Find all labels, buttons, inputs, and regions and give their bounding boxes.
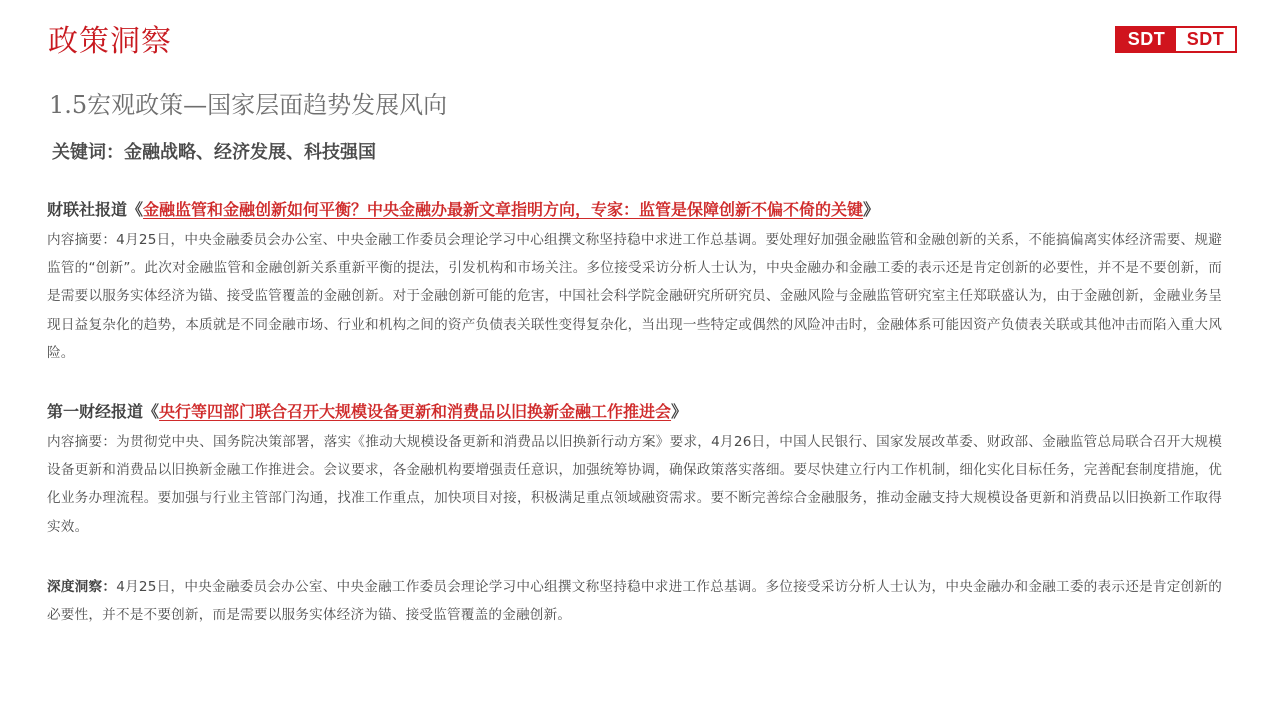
report-headline-link[interactable]: 央行等四部门联合召开大规模设备更新和消费品以旧换新金融工作推进会: [159, 402, 672, 421]
keywords-line: 关键词：金融战略、经济发展、科技强国: [52, 142, 376, 163]
open-quote: 《: [127, 200, 144, 219]
report-heading: [47, 399, 1222, 425]
section-title: 1.5宏观政策—国家层面趋势发展风向: [49, 91, 448, 119]
report-source: 第一财经报道: [47, 402, 144, 421]
report-summary: 内容摘要：为贯彻党中央、国务院决策部署，落实《推动大规模设备更新和消费品以旧换新行动方案》要求，4月26日，中国人民银行、国家发展改革委、财政部、金融监管总局联合召开大规模设备更新和消费品以旧换新金融工作推进会。会议要求，各金融机构要增强责任意识，加强统筹协调，确保政策落实落细。要尽快建立行内工作机制，细化实化目标任务，完善配套制度措施，优化业务办理流程。要加强与行业主管部门沟通，找准工作重点，加快项目对接，积极满足重点领域融资需求。要不断完善综合金融服务，推动金融支持大规模设备更新和消费品以旧换新工作取得实效。: [47, 434, 1222, 535]
report-block-yicai: [47, 399, 1222, 541]
page-header-title: 政策洞察: [48, 24, 172, 59]
report-block-cailianshe: [47, 197, 1222, 367]
report-heading: [47, 197, 1222, 223]
report-summary: 内容摘要：4月25日，中央金融委员会办公室、中央金融工作委员会理论学习中心组撰文称坚持稳中求进工作总基调。要处理好加强金融监管和金融创新的关系，不能搞偏离实体经济需要、规避监管的“创新”。此次对金融监管和金融创新关系重新平衡的提法，引发机构和市场关注。多位接受采访分析人士认为，中央金融办和金融工委的表示还是肯定创新的必要性，并不是不要创新，而是需要以服务实体经济为锚、接受监管覆盖的金融创新。对于金融创新可能的危害，中国社会科学院金融研究所研究员、金融风险与金融监管研究室主任郑联盛认为，由于金融创新，金融业务呈现日益复杂化的趋势，本质就是不同金融市场、行业和机构之间的资产负债表关联性变得复杂化，当出现一些特定或偶然的风险冲击时，金融体系可能因资产负债表关联或其他冲击而陷入重大风险。: [47, 232, 1222, 361]
logo-right-text: SDT: [1176, 28, 1235, 51]
report-headline-link[interactable]: 金融监管和金融创新如何平衡？中央金融办最新文章指明方向，专家：监管是保障创新不偏不倚的关键: [143, 200, 864, 219]
report-source: 财联社报道: [47, 200, 128, 219]
insight-text: 4月25日，中央金融委员会办公室、中央金融工作委员会理论学习中心组撰文称坚持稳中求进工作总基调。多位接受采访分析人士认为，中央金融办和金融工委的表示还是肯定创新的必要性，并不是不要创新，而是需要以服务实体经济为锚、接受监管覆盖的金融创新。: [47, 579, 1223, 624]
close-quote: 》: [671, 402, 688, 421]
deep-insight: [47, 573, 1222, 629]
open-quote: 《: [143, 402, 160, 421]
brand-logo: [1115, 26, 1237, 53]
logo-left-text: SDT: [1117, 28, 1176, 51]
insight-label: 深度洞察：: [47, 579, 117, 595]
close-quote: 》: [863, 200, 880, 219]
